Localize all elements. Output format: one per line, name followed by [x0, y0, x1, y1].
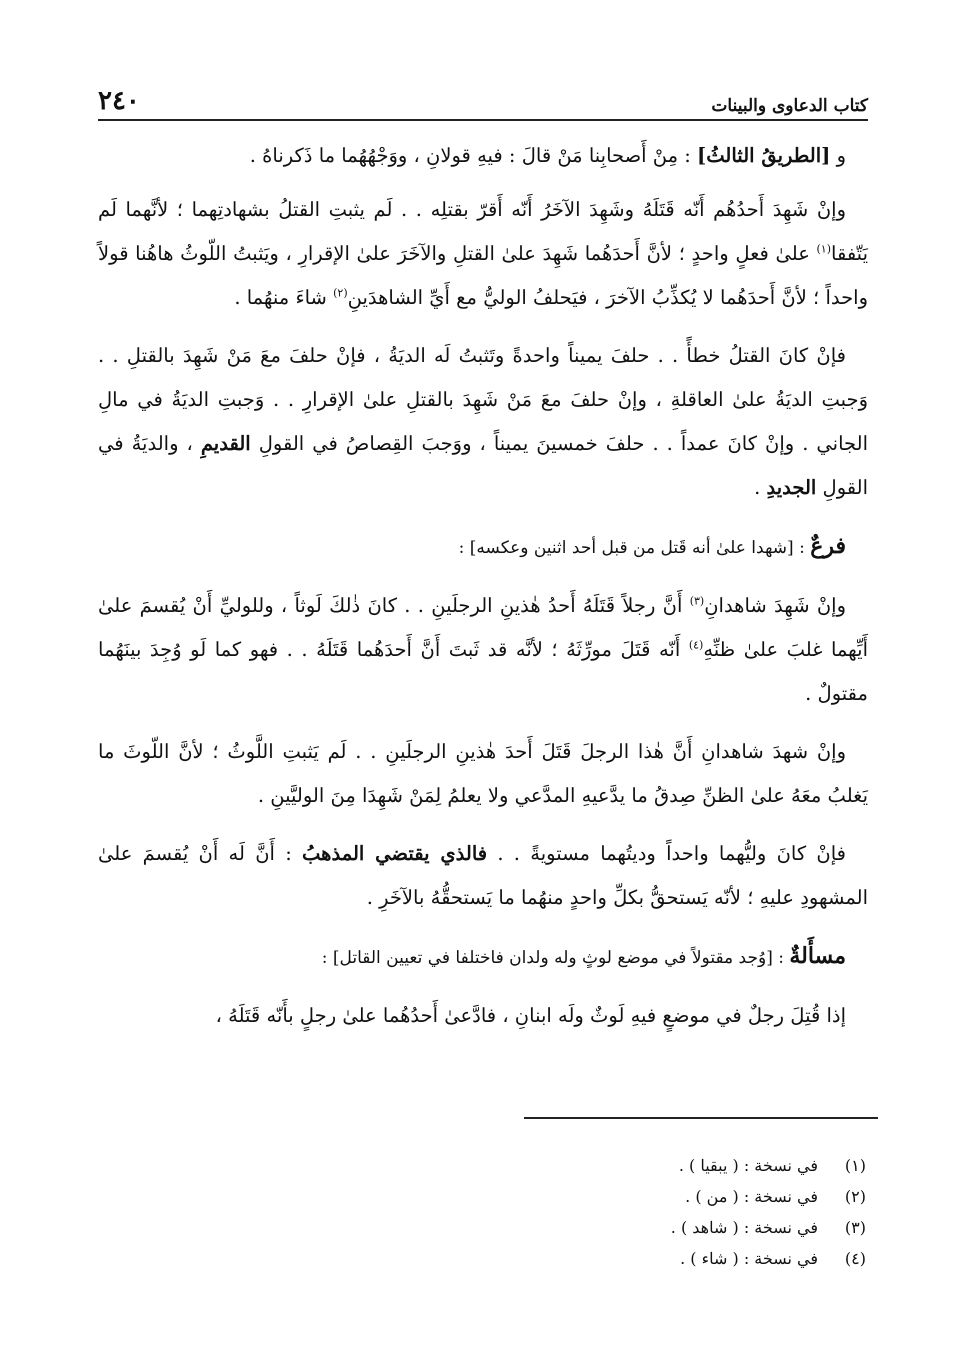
paragraph-text: وإنْ شهدَ شاهدانِ أَنَّ هٰذا الرجلَ قَتَلَ أَحدَ هٰذينِ الرجلَينِ . . لَم يَثبتِ اللَّوثُ ؛ لأنَّ اللّوثَ ما يَغلبُ معَهُ علىٰ الظنِّ صِدقُ ما يدَّعيهِ المدَّعي ولا يعلمُ لِمَنْ شَهِدَا مِنَ الوليَّينِ . [98, 740, 868, 807]
paragraph-text: أَنَّ رجلاً قَتَلَهُ أَحدُ هٰذينِ الرجلَينِ . . كانَ ذٰلكَ لَوثاً ، وللوليِّ أَنْ يُقسمَ علىٰ أَيِّهما غلبَ علىٰ ظنِّهِ [98, 594, 868, 661]
paragraph-text: فإنْ كانَ القتلُ خطأً . . حلفَ يميناً واحدةً وتَثبتُ لَه الديَةُ ، فإنْ حلفَ معَ مَنْ شَهِدَ بالقتلِ . . وَجبتِ الديَةُ علىٰ العاقلةِ ، وإنْ حلفَ معَ مَنْ شَهِدَ بالقتلِ علىٰ الإقرارِ . . وَجبتِ الديَةُ في مالِ الجاني . وإنْ كانَ عمداً . . حلفَ خمسينَ يميناً ، ووَجبَ القِصاصُ في القولِ [98, 344, 869, 455]
page-number: ٢٤٠ [98, 86, 140, 116]
footnote-item [671, 1181, 866, 1212]
footnote-text: في نسخة : ( من ) . [685, 1187, 818, 1206]
paragraph-text: أَنّه قَتَلَ مورِّثَهُ ؛ لأنَّه قد ثَبتَ أَنَّ أَحدَهُما قَتَلَهُ . . فهو كما لَو وُجِدَ بينَهُما مقتولٌ . [98, 638, 868, 705]
paragraph-text: . [754, 476, 767, 499]
paragraph-text: شاءَ منهُما . [234, 286, 334, 309]
paragraph-lawth-not-established [98, 730, 868, 818]
footnote-number: (٢) [844, 1187, 866, 1206]
third-way-heading: [الطريقُ الثالثُ] [697, 144, 831, 167]
section-description: : [وُجد مقتولاً في موضع لوثٍ وله ولدان فاختلفا في تعيين القاتل] : [321, 948, 790, 968]
paragraph-accidental-killing [98, 334, 868, 510]
section-description: : [شهدا علىٰ أنه قَتل من قبل أحد اثنين وعكسه] : [458, 538, 811, 558]
footnotes [671, 1150, 866, 1274]
paragraph-two-sons [98, 994, 868, 1038]
paragraph-prefix: و [830, 144, 846, 167]
paragraph-single-guardian [98, 832, 868, 920]
paragraph-third-way [98, 134, 868, 178]
paragraph-text: علىٰ فعلٍ واحدٍ ؛ لأنَّ أَحدَهُما شَهِدَ علىٰ القتلِ والآخَرَ علىٰ الإقرارِ ، ويَثبتُ اللّوثُ هاهُنا قولاً واحداً ؛ لأنَّ أَحدَهُما لا يُكذِّبُ الآخرَ ، فيَحلفُ الوليُّ مع أَيِّ الشاهدَينِ [98, 242, 868, 309]
paragraph-text: : أَنَّ لَه أَنْ يُقسمَ علىٰ المشهودِ عليهِ ؛ لأنّه يَستحقُّ بكلِّ واحدٍ منهُما ما يَستحقُّهُ بالآخَرِ . [98, 842, 868, 909]
header-divider [98, 119, 868, 121]
running-header [98, 78, 868, 116]
footnote-text: في نسخة : ( يبقيا ) . [678, 1156, 818, 1175]
paragraph-text: وإنْ شَهِدَ شاهدانِ [704, 594, 847, 617]
footnote-item [671, 1150, 866, 1181]
book-title: كتاب الدعاوى والبينات [711, 96, 868, 116]
section-masala [98, 934, 868, 980]
main-text [98, 134, 868, 1052]
footnote-text: في نسخة : ( شاء ) . [680, 1249, 818, 1268]
footnote-text: في نسخة : ( شاهد ) . [670, 1218, 818, 1237]
section-label: مسأَلةٌ [789, 943, 846, 969]
term-old-opinion: القديمِ [200, 432, 251, 455]
footnote-item [671, 1212, 866, 1243]
paragraph-two-witnesses [98, 584, 868, 716]
section-far [98, 524, 868, 570]
paragraph-testimony-confession [98, 188, 868, 320]
term-new-opinion: الجديدِ [766, 476, 817, 499]
paragraph-text: إذا قُتِلَ رجلٌ في موضعٍ فيهِ لَوثٌ ولَه ابنانِ ، فادَّعىٰ أَحدُهُما علىٰ رجلٍ بأَنّه قَتَلَهُ ، [215, 1004, 846, 1027]
footnote-ref-1[interactable]: (١) [816, 242, 832, 256]
term-madhhab: فالذي يقتضي المذهبُ [302, 842, 488, 865]
section-label: فرعٌ [810, 533, 846, 559]
paragraph-text: ، والديَةُ في القولِ [98, 432, 868, 499]
footnote-divider [524, 1117, 878, 1119]
footnote-number: (١) [844, 1156, 866, 1175]
paragraph-text: وإنْ شَهِدَ أَحدُهُم أَنّه قَتَلَهُ وشَهِدَ الآخَرُ أَنّه أَقرّ بقتلِه . . لَم يثبتِ القتلُ بشهادتِهما ؛ لأنَّهما لَم يَتّفقا [98, 198, 868, 265]
footnote-number: (٣) [844, 1218, 866, 1237]
footnote-ref-2[interactable]: (٢) [333, 286, 348, 300]
footnote-ref-4[interactable]: (٤) [688, 638, 704, 652]
paragraph-text: فإنْ كانَ وليُّهما واحداً وديتُهما مستويةً . . [487, 842, 846, 865]
footnote-item [671, 1243, 866, 1274]
paragraph-text: : مِنْ أَصحابِنا مَنْ قالَ : فيهِ قولانِ ، ووَجْهُهُما ما ذَكرناهُ . [249, 144, 698, 167]
footnote-ref-3[interactable]: (٣) [689, 594, 705, 608]
footnote-number: (٤) [844, 1249, 866, 1268]
